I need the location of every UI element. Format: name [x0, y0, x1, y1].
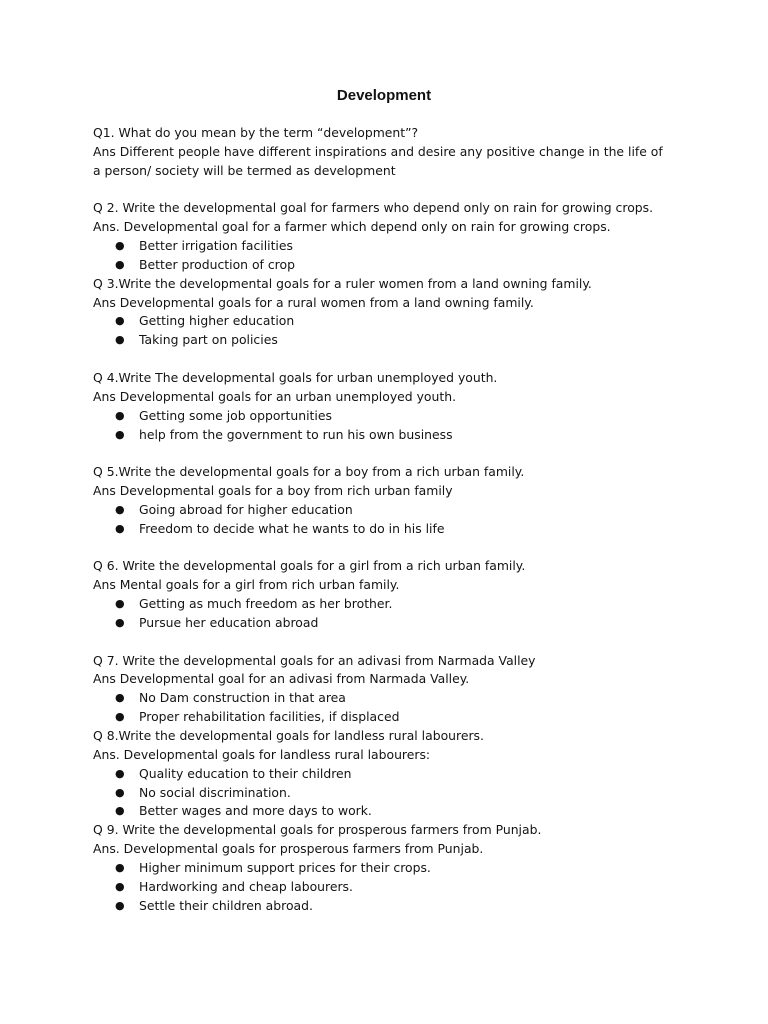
qa-block — [93, 199, 663, 274]
bullet-item: ● No social discrimination. — [93, 784, 663, 803]
answer-bullet-list — [93, 689, 663, 727]
bullet-item: ● Pursue her education abroad — [93, 614, 663, 633]
bullet-item: ● Getting higher education — [93, 312, 663, 331]
question-text: Q 4.Write The developmental goals for urban unemployed youth. — [93, 369, 498, 385]
bullet-item: ● Getting as much freedom as her brother. — [93, 595, 663, 614]
answer-bullet-list — [93, 407, 663, 445]
bullet-item: ● No Dam construction in that area — [93, 689, 663, 708]
qa-block — [93, 727, 663, 821]
answer-bullet-list — [93, 501, 663, 539]
question-text: Q 5.Write the developmental goals for a boy from a rich urban family. — [93, 464, 525, 480]
bullet-item: ● help from the government to run his own business — [93, 426, 663, 445]
answer-text: Ans. Developmental goal for a farmer which depend only on rain for growing crops. — [93, 219, 611, 235]
bullet-item: ● Going abroad for higher education — [93, 501, 663, 520]
bullet-item: ● Better wages and more days to work. — [93, 802, 663, 821]
qa-block — [93, 124, 663, 181]
bullet-item: ● Better production of crop — [93, 256, 663, 275]
bullet-item: ● Higher minimum support prices for their crops. — [93, 859, 663, 878]
page-title: Development — [336, 87, 432, 104]
question-text: Q 8.Write the developmental goals for landless rural labourers. — [93, 728, 484, 743]
qa-block — [93, 652, 663, 727]
bullet-item: ● Getting some job opportunities — [93, 407, 663, 426]
question-text: Q1. What do you mean by the term “development”? — [93, 125, 419, 140]
answer-bullet-list — [93, 595, 663, 633]
bullet-item: ● Settle their children abroad. — [93, 897, 663, 916]
question-text: Q 7. Write the developmental goals for an adivasi from Narmada Valley — [93, 652, 536, 668]
qa-block — [93, 821, 663, 915]
answer-bullet-list — [93, 765, 663, 822]
qa-block — [93, 369, 663, 444]
question-text: Q 9. Write the developmental goals for prosperous farmers from Punjab. — [93, 822, 542, 838]
answer-text: Ans Mental goals for a girl from rich urban family. — [93, 577, 400, 593]
question-text: Q 6. Write the developmental goals for a girl from a rich urban family. — [93, 558, 526, 574]
answer-text: Ans. Developmental goals for landless rural labourers: — [93, 746, 431, 762]
answer-bullet-list — [93, 312, 663, 350]
qa-list — [93, 124, 663, 915]
answer-text: Ans Developmental goal for an adivasi from Narmada Valley. — [93, 671, 470, 687]
bullet-item: ● Proper rehabilitation facilities, if displaced — [93, 708, 663, 727]
bullet-item: ● Taking part on policies — [93, 331, 663, 350]
bullet-item: ● Quality education to their children — [93, 765, 663, 784]
bullet-item: ● Better irrigation facilities — [93, 237, 663, 256]
qa-block — [93, 275, 663, 350]
question-text: Q 3.Write the developmental goals for a ruler women from a land owning family. — [93, 275, 592, 291]
answer-bullet-list — [93, 237, 663, 275]
qa-block — [93, 557, 663, 632]
answer-text: Ans Developmental goals for a boy from rich urban family — [93, 483, 453, 499]
answer-text: Ans Developmental goals for an urban unemployed youth. — [93, 388, 457, 404]
bullet-item: ● Freedom to decide what he wants to do in his life — [93, 520, 663, 539]
answer-text: Ans Developmental goals for a rural women from a land owning family. — [93, 294, 534, 310]
question-text: Q 2. Write the developmental goal for farmers who depend only on rain for growing crops. — [93, 200, 654, 216]
bullet-item: ● Hardworking and cheap labourers. — [93, 878, 663, 897]
answer-bullet-list — [93, 859, 663, 916]
answer-text: Ans. Developmental goals for prosperous farmers from Punjab. — [93, 841, 484, 857]
qa-block — [93, 463, 663, 538]
answer-text: Ans Different people have different inspirations and desire any positive change in the life of a person/ society will be termed as development — [93, 143, 663, 178]
